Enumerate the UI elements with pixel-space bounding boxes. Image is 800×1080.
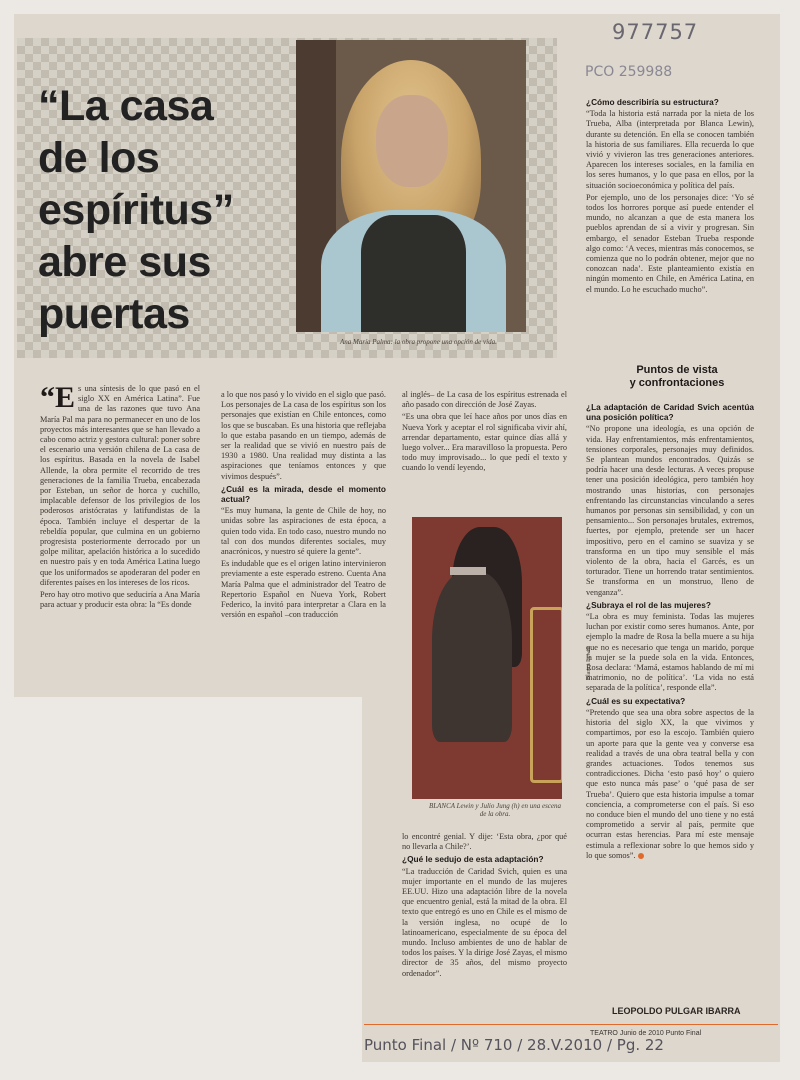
article-column-4	[402, 832, 567, 1022]
photo-credit: Blanca Lewin	[586, 646, 592, 680]
dropcap: “E	[40, 384, 76, 414]
col1-paragraph-1: s una síntesis de lo que pasó en el siglo XX en América Latina”. Fue una de las razones que tuvo Ana María Pal ma para no permanecer en uno de los proyectos más interesantes que se han llevado a cabo como actriz y gestora cultural: poner sobre el escenario una versión chilena de La casa de los espíritus. Basada en la novela de Isabel Allende, la obra permite el recorrido de tres generaciones de la familia Trueba, encabezada por Esteban, un señor de horca y cuchillo, implacable defensor de los privilegios de los poderosos aristócratas y latifundistas de la época. También incluye el despertar de la rebeldía popular, que culmina en un gobierno progresista posteriormente derrocado por un golpe militar, apelación histórica a lo sucedido en nuestro país y en toda América Latina luego que los uniformados se apoderaran del poder en diferentes países en los intereses de los ricos.	[40, 384, 200, 587]
col2-question-1: ¿Cuál es la mirada, desde el momento actual?	[221, 483, 386, 505]
col2-paragraph-3: Es indudable que es el origen latino intervinieron previamente a este esperado estreno. Cuenta Ana María Palma que el administrador del Teatro de Repertorio Español en Nueva York, Robert Federico, la invitó para interpretar a Clara en la versión en español –con traducción	[221, 559, 386, 620]
article-column-3	[402, 390, 567, 508]
col5-paragraph-2: Por ejemplo, uno de los personajes dice: ‘Yo sé todos los horrores porque así puede entender el mundo, no alcanzan a que de esta manera los pueblos aprendan de sí a vivir y progresan. Sin embargo, el senador Esteban Trueba responde algo como: ‘A veces, mientras más conocemos, se comienza que no lo podrán obtener, mejor que no conozcan nada’. Este planteamiento existía en ningún momento en Chile, en América Latina, en el mundo. Lo he escuchado mucho”.	[586, 192, 754, 294]
col4-question-1: ¿Qué le sedujo de esta adaptación?	[402, 854, 544, 865]
article-column-6	[586, 402, 754, 1000]
headline: “La casa de los espíritus” abre sus puertas	[38, 82, 234, 338]
col6-paragraph-1: “No propone una ideología, es una opción de vida. Hay enfrentamientos, más enfrentamientos, tensiones corporales, personajes muy definidos. Se plantean mundos encontrados. Quizás se podría hacer una desde lecturas. A veces propuse tener una posición ideológica, pero también hoy mostrando unas historias, con personajes enfrentando las circunstancias vinculando a seres humanos por personas sin sensibilidad, y con un pensamiento... Son personajes brutales, extremos, fuertes, por ejemplo, pretende ser un hacer impositivo, pero en el camino se suaviza y se transforma en un tipo muy sensible el más violento de la obra, hacia el Garcés, es un torturador. Tiene un horrendo tratar sentimientos. Se transforma en un monstruo, lleno de venganza”.	[586, 424, 754, 597]
col6-paragraph-2: “La obra es muy feminista. Todas las mujeres luchan por existir como seres humanos. Ante, por ejemplo la madre de Rosa la bella muere a su hija que no es necesario que tenga un marido, porque la mujer se la puede sola en la vida. Entonces, Rosa declara: ‘Mamá, estamos hablando de mí mi matrimonio, no de política’. ‘La vida no está separada de la política’, responde ella”.	[586, 612, 754, 693]
end-bullet-icon	[638, 853, 644, 859]
article-column-2	[221, 390, 386, 690]
col6-question-3: ¿Cuál es su expectativa?	[586, 695, 686, 706]
handwritten-source-note: Punto Final / Nº 710 / 28.V.2010 / Pg. 22	[364, 1036, 664, 1054]
col6-paragraph-3: “Pretendo que sea una obra sobre aspectos de la historia del siglo XX, la que vivimos y compartimos, por eso la escojo. También quiero un aporte para que la gente vea y converse esa realidad a través de una obra teatral bella y con grandes actuaciones. Todos tenemos sus contradicciones. Dicha ‘esto pasó hoy’ o quiero que esto nunca más pase’ o ‘qué pasa de ser Trueba’. Quiero que esta historia impulse a tomar conciencia, a comprometerse con el país. Si eso no conduce bien el mundo del uno tiene y no está comprometido a servir al país, permite que ocurran estas herencias. Para mí este mensaje estimula a reflexionar sobre lo que hemos sido y lo que somos”.	[586, 707, 754, 860]
portrait-photo	[296, 40, 526, 332]
col4-paragraph-1: lo encontré genial. Y dije: ‘Esta obra, ¿por qué no llevarla a Chile?’.	[402, 832, 567, 852]
article-column-5	[586, 97, 754, 359]
col5-question-1: ¿Cómo describiría su estructura?	[586, 97, 719, 107]
col1-paragraph-2: Pero hay otro motivo que seduciría a Ana María para actuar y producir esta obra: la “Es donde	[40, 590, 200, 610]
footer-rule	[364, 1024, 778, 1025]
col5-paragraph-1: “Toda la historia está narrada por la nieta de los Trueba, Alba (interpretada por Blanca Lewin), durante su detención. En ella se conocen también la historia de sus familiares. Ella recuerda lo que vivió y vivieron las tres generaciones anteriores. Aparecen los intereses sociales, en la familia en los seres humanos, y lo que pasa en ellos, por la situación socioeconómica y política del país.	[586, 109, 754, 190]
col3-paragraph-2: “Es una obra que leí hace años por unos días en Nueva York y aceptar el rol significaba vivir ahí, arrendar departamento, estar quince días allá y luego volver... Era maravilloso la propuesta. Pero todo muy improvisado... lo que pedí el texto y cuando lo vendí leyendo,	[402, 412, 567, 473]
col2-paragraph-1: a lo que nos pasó y lo vivido en el siglo que pasó. Los personajes de La casa de los espíritus son los personajes que existían en Chile entonces, como los que se buscaban. Es una historia que reflejaba lo que estaba pasando en un tiempo, además de ser la realidad que se vivió en nuestro país de 1930 a 1980. Una realidad muy distinta a las aspiraciones que teníamos entonces y que vivimos después”.	[221, 390, 386, 481]
col3-paragraph-1: al inglés– de La casa de los espíritus estrenada el año pasado con dirección de José Zayas.	[402, 390, 567, 410]
article-column-1	[40, 384, 200, 689]
byline: LEOPOLDO PULGAR IBARRA	[612, 1006, 741, 1016]
footer-print-line: TEATRO Junio de 2010 Punto Final	[590, 1030, 702, 1037]
col2-paragraph-2: “Es muy humana, la gente de Chile de hoy, no unidas sobre las aspiraciones de esta época, a quien todo vida. En todo caso, nuestro mundo no tal con dos mundos diferentes sociales, muy anacrónicos, y nuestro sé quiere la gente”.	[221, 506, 386, 557]
col6-question-2: ¿Subraya el rol de las mujeres?	[586, 599, 711, 610]
archive-stamp: PCO 259988	[585, 64, 673, 80]
col6-question-1: ¿La adaptación de Caridad Svich acentúa una posición política?	[586, 402, 754, 423]
col4-paragraph-2: “La traducción de Caridad Svich, quien es una mujer importante en el mundo de las mujeres EE.UU. Hizo una adaptación libre de la novela que encuentro genial, está la mitad de la obra. El texto que entregó es uno en Chile es el mismo de la versión inglesa, no ocupé de lo latinoamericano, especialmente de su época del mundo. Incluso ambientes de uno de hablar de todos los países. Y la dirige José Zayas, el mismo director de 35 años, del mismo proyecto ordenador”.	[402, 866, 567, 978]
stage-scene-photo	[412, 517, 562, 799]
stage-photo-caption: BLANCA Lewin y Julio Jung (h) en una escena de la obra.	[428, 802, 562, 818]
section-subhead: Puntos de vista y confrontaciones	[629, 364, 725, 389]
archive-number: 977757	[612, 20, 699, 44]
portrait-caption: Ana María Palma: la obra propone una opción de vida.	[340, 338, 497, 346]
